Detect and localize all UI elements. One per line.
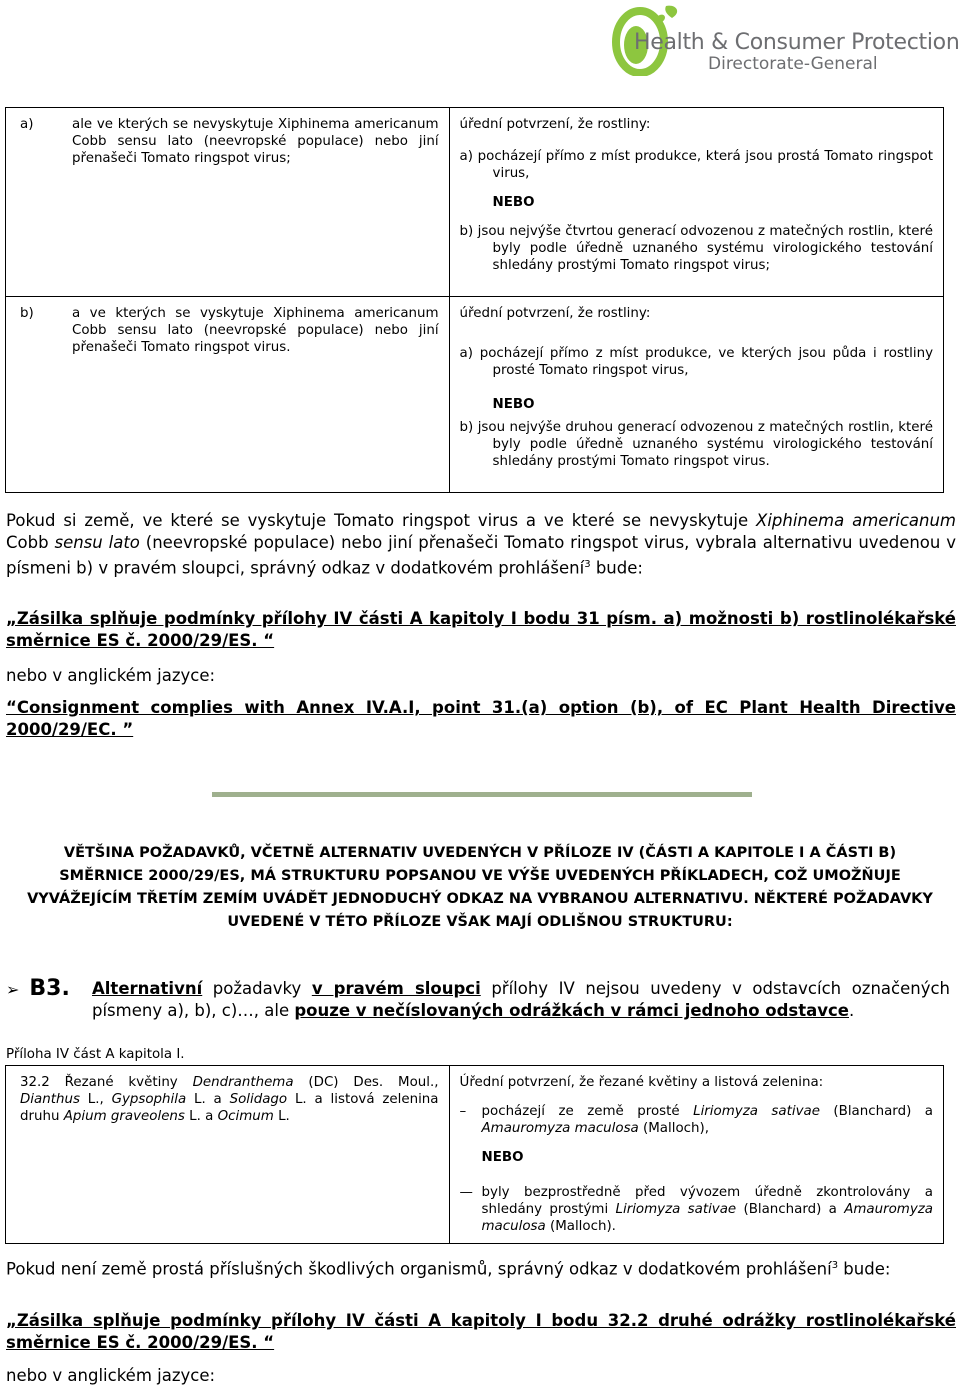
text-run: Alternativní (92, 979, 203, 998)
item-text: a ve kterých se vyskytuje Xiphinema americanum Cobb sensu lato (neevropské populace) nebo jiní přenašeči Tomato ringspot virus. (72, 306, 439, 355)
species-name: Dendranthema (192, 1075, 294, 1090)
species-name: Amauromyza maculosa (481, 1202, 933, 1234)
english-label: nebo v anglickém jazyce: (6, 666, 216, 685)
paragraph-declaration-32 (6, 1255, 956, 1281)
text-run: požadavky (202, 979, 312, 998)
species-name: Dianthus (20, 1092, 80, 1107)
caps-line: VYVÁŽEJÍCÍM TŘETÍM ZEMÍM UVÁDĚT JEDNODUCHÝ ODKAZ NA VYBRANOU ALTERNATIVU. NĚKTERÉ POŽADAVKY (27, 891, 933, 907)
requirements-table-31 (5, 107, 944, 493)
text-run: Pokud není země prostá příslušných škodlivých organismů, správný odkaz v dodatkovém prohlášení (6, 1259, 832, 1279)
section-label: B3. (29, 976, 70, 1001)
text-run: Cobb (6, 533, 55, 552)
table-row (6, 108, 944, 297)
text-run: . (849, 1001, 855, 1020)
text-run: (Malloch), (638, 1121, 709, 1136)
text-run: (Blanchard) a (819, 1104, 933, 1119)
footnote-ref: 3 (584, 559, 591, 570)
item-text (482, 1184, 933, 1235)
text-run: (neevropské populace) nebo jiní přenašeči Tomato ringspot virus, vybrala alternativu uvedenou v písmeni b) v pravém sloupci, správný odkaz v dodatkovém prohlášení (6, 533, 957, 578)
option-a: a) pocházejí přímo z míst produkce, ve kterých jsou půda i rostliny prosté Tomato ringspot virus, (459, 346, 933, 378)
nebo-separator: NEBO (492, 195, 535, 210)
footnote-ref: 3 (831, 1260, 839, 1271)
item-text (72, 116, 439, 167)
requirement-intro: Úřední potvrzení, že řezané květiny a listová zelenina: (459, 1075, 824, 1090)
species-name: Apium graveolens (63, 1109, 185, 1124)
text-run: byly bezprostředně před vývozem úředně zkontrolovány a shledány prostými (481, 1185, 933, 1217)
text-run: L. a (184, 1109, 218, 1124)
text-run: (Blanchard) a (736, 1202, 845, 1217)
table-cell-left (6, 1066, 450, 1244)
text-run: v pravém sloupci (311, 979, 481, 998)
text-run: bude: (590, 558, 643, 578)
table-row (6, 297, 944, 493)
list-item (460, 1103, 933, 1137)
paragraph-declaration-31 (6, 510, 956, 580)
text-run: pocházejí ze země prosté (481, 1104, 694, 1119)
text-run: L., (79, 1092, 112, 1107)
table-cell-right (449, 108, 943, 297)
caps-notice (10, 842, 950, 934)
text-run: (DC) Des. Moul., (293, 1075, 439, 1090)
text-run: bude: (838, 1259, 891, 1279)
logo-title: Health & Consumer Protection (634, 30, 960, 55)
caps-line: SMĚRNICE 2000/29/ES, MÁ STRUKTURU POPSANOU VE VÝŠE UVEDENÝCH PŘÍKLADECH, COŽ UMOŽŇUJE (59, 868, 901, 884)
divider (212, 792, 752, 797)
nebo-separator: NEBO (492, 397, 535, 412)
english-label: nebo v anglickém jazyce: (6, 1366, 216, 1385)
dash-bullet: — (459, 1185, 473, 1200)
item-text-body: ale ve kterých se nevyskytuje Xiphinema americanum Cobb sensu lato (neevropské populace) nebo jiní přenašeči Tomato ringspot virus; (72, 117, 439, 166)
species-name: Gypsophila (111, 1092, 187, 1107)
species-name: Amauromyza maculosa (481, 1121, 639, 1136)
quote-english-31: “Consignment complies with Annex IV.A.I, point 31.(a) option (b), of EC Plant Health Directive 2000/29/EC. ” (6, 698, 956, 739)
caps-line: VĚTŠINA POŽADAVKŮ, VČETNĚ ALTERNATIV UVEDENÝCH V PŘÍLOZE IV (ČÁSTI A KAPITOLE I A ČÁSTI B) (63, 845, 897, 861)
requirement-intro: úřední potvrzení, že rostliny: (459, 117, 651, 132)
requirements-table-32 (5, 1065, 944, 1244)
table-cell-left (6, 297, 450, 493)
dash-bullet: – (459, 1104, 467, 1119)
quote-czech-32: „Zásilka splňuje podmínky přílohy IV části A kapitoly I bodu 32.2 druhé odrážky rostlinolékařské směrnice ES č. 2000/29/ES. “ (6, 1311, 956, 1352)
species-name: Liriomyza sativae (615, 1202, 737, 1217)
text-run: (Malloch). (545, 1219, 616, 1234)
latin-term: sensu lato (54, 533, 140, 552)
option-a: a) pocházejí přímo z míst produkce, která jsou prostá Tomato ringspot virus, (459, 149, 933, 181)
option-b: b) jsou nejvýše čtvrtou generací odvozenou z matečných rostlin, které byly podle úředně uznaného systému virologického testování shledány prostými Tomato ringspot virus; (459, 224, 933, 273)
species-name: Ocimum (217, 1109, 274, 1124)
text-run: 32.2 Řezané květiny (20, 1075, 193, 1090)
table-row (6, 1066, 944, 1244)
text-run: L. a (186, 1092, 230, 1107)
species-name: Xiphinema americanum (756, 511, 956, 530)
section-b3 (6, 978, 950, 1022)
item-text (482, 1103, 933, 1137)
logo-subtitle: Directorate-General (708, 54, 878, 74)
table-caption: Příloha IV část A kapitola I. (6, 1047, 185, 1062)
option-b: b) jsou nejvýše druhou generací odvozenou z matečných rostlin, které byly podle úředně uznaného systému virologického testování shledány prostými Tomato ringspot virus. (459, 420, 933, 469)
item-label: b) (20, 306, 34, 321)
table-cell-left (6, 108, 450, 297)
bullet-arrow-icon: ➢ (6, 980, 20, 999)
caps-line: UVEDENÉ V TÉTO PŘÍLOZE VŠAK MAJÍ ODLIŠNOU STRUKTURU: (227, 914, 733, 930)
table-cell-right (449, 297, 943, 493)
text-run: L. a listová zelenina druhu (20, 1092, 439, 1124)
text-run: přílohy IV nejsou uvedeny v odstavcích označených písmeny a), b), c)…, ale (92, 979, 950, 1020)
table-cell-right (449, 1066, 943, 1244)
quote-czech-31: „Zásilka splňuje podmínky přílohy IV části A kapitoly I bodu 31 písm. a) možnosti b) rostlinolékařské směrnice ES č. 2000/29/ES. “ (6, 609, 956, 650)
item-label: a) (20, 117, 34, 132)
nebo-separator: NEBO (481, 1150, 524, 1165)
text-run: pouze v nečíslovaných odrážkách v rámci jednoho odstavce (294, 1001, 849, 1020)
species-name: Solidago (229, 1092, 288, 1107)
list-item (460, 1184, 933, 1235)
species-name: Liriomyza sativae (693, 1104, 820, 1119)
text-run: Pokud si země, ve které se vyskytuje Tomato ringspot virus a ve které se nevyskytuje (6, 511, 757, 530)
requirement-intro: úřední potvrzení, že rostliny: (459, 306, 651, 321)
text-run: L. (273, 1109, 290, 1124)
section-text (92, 978, 950, 1022)
